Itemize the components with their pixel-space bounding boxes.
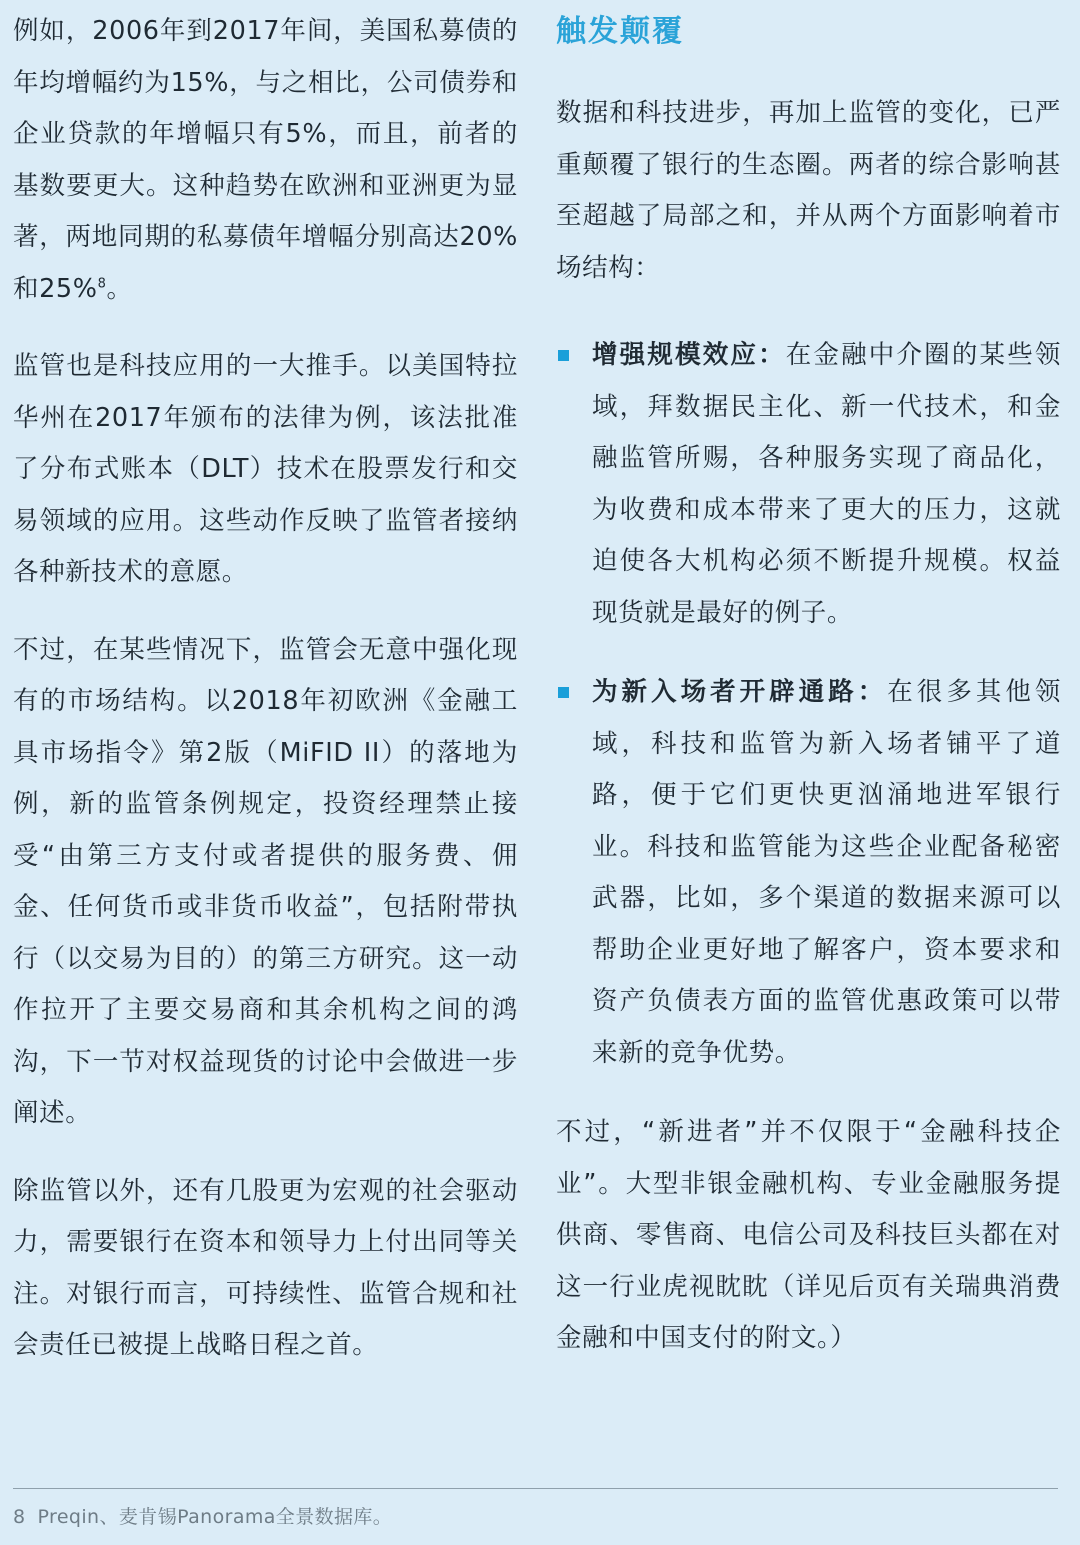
- paragraph-regulation-driver: 监管也是科技应用的一大推手。以美国特拉华州在2017年颁布的法律为例，该法批准了分布式账本（DLT）技术在股票发行和交易领域的应用。这些动作反映了监管者接纳各种新技术的意愿。: [13, 351, 518, 587]
- bullet-heading: 增强规模效应：: [592, 340, 786, 370]
- square-bullet-icon: [558, 687, 569, 698]
- paragraph-text: 例如，2006年到2017年间，美国私募债的年均增幅约为15%，与之相比，公司债券和企业贷款的年增幅只有5%，而且，前者的基数要更大。这种趋势在欧洲和亚洲更为显著，两地同期的私募债年增幅分别高达20%和25%: [13, 16, 518, 304]
- square-bullet-icon: [558, 350, 569, 361]
- left-column: [13, 6, 518, 1372]
- footnote-reference[interactable]: 8: [97, 276, 107, 291]
- footnote-number: 8: [13, 1506, 26, 1528]
- bullet-text: 在金融中介圈的某些领域，拜数据民主化、新一代技术，和金融监管所赐，各种服务实现了商品化，为收费和成本带来了更大的压力，这就迫使各大机构必须不断提升规模。权益现货就是最好的例子。: [592, 340, 1061, 628]
- bullet-item-scale-effect: [556, 330, 1061, 639]
- paragraph-end: 。: [106, 273, 133, 304]
- bullet-list: [556, 330, 1061, 1079]
- bullet-paragraph: [592, 667, 1061, 1079]
- right-column: [556, 6, 1061, 1365]
- bullet-text: 在很多其他领域，科技和监管为新入场者铺平了道路，便于它们更快更汹涌地进军银行业。科技和监管能为这些企业配备秘密武器，比如，多个渠道的数据来源可以帮助企业更好地了解客户，资本要求和资产负债表方面的监管优惠政策可以带来新的竞争优势。: [592, 677, 1061, 1068]
- bullet-item-new-entrants: [556, 667, 1061, 1079]
- bullet-paragraph: [592, 330, 1061, 639]
- bullet-heading: 为新入场者开辟通路：: [592, 677, 888, 707]
- paragraph-private-debt-growth: [13, 6, 518, 315]
- footnote-text: Preqin、麦肯锡Panorama全景数据库。: [37, 1506, 393, 1528]
- paragraph-mifid-ii: 不过，在某些情况下，监管会无意中强化现有的市场结构。以2018年初欧洲《金融工具市场指令》第2版（MiFID II）的落地为例，新的监管条例规定，投资经理禁止接受“由第三方支付或者提供的服务费、佣金、任何货币或非货币收益”，包括附带执行（以交易为目的）的第三方研究。这一动作拉开了主要交易商和其余机构之间的鸿沟，下一节对权益现货的讨论中会做进一步阐述。: [13, 634, 518, 1128]
- section-title: 触发颠覆: [556, 14, 684, 49]
- paragraph-social-drivers: 除监管以外，还有几股更为宏观的社会驱动力，需要银行在资本和领导力上付出同等关注。对银行而言，可持续性、监管合规和社会责任已被提上战略日程之首。: [13, 1175, 518, 1360]
- footnote: [13, 1500, 392, 1534]
- paragraph-intro: 数据和科技进步，再加上监管的变化，已严重颠覆了银行的生态圈。两者的综合影响甚至超越了局部之和，并从两个方面影响着市场结构：: [556, 98, 1061, 283]
- footnote-divider: [13, 1488, 1058, 1489]
- paragraph-new-entrants-scope: 不过，“新进者”并不仅限于“金融科技企业”。大型非银金融机构、专业金融服务提供商、零售商、电信公司及科技巨头都在对这一行业虎视眈眈（详见后页有关瑞典消费金融和中国支付的附文。）: [556, 1117, 1061, 1353]
